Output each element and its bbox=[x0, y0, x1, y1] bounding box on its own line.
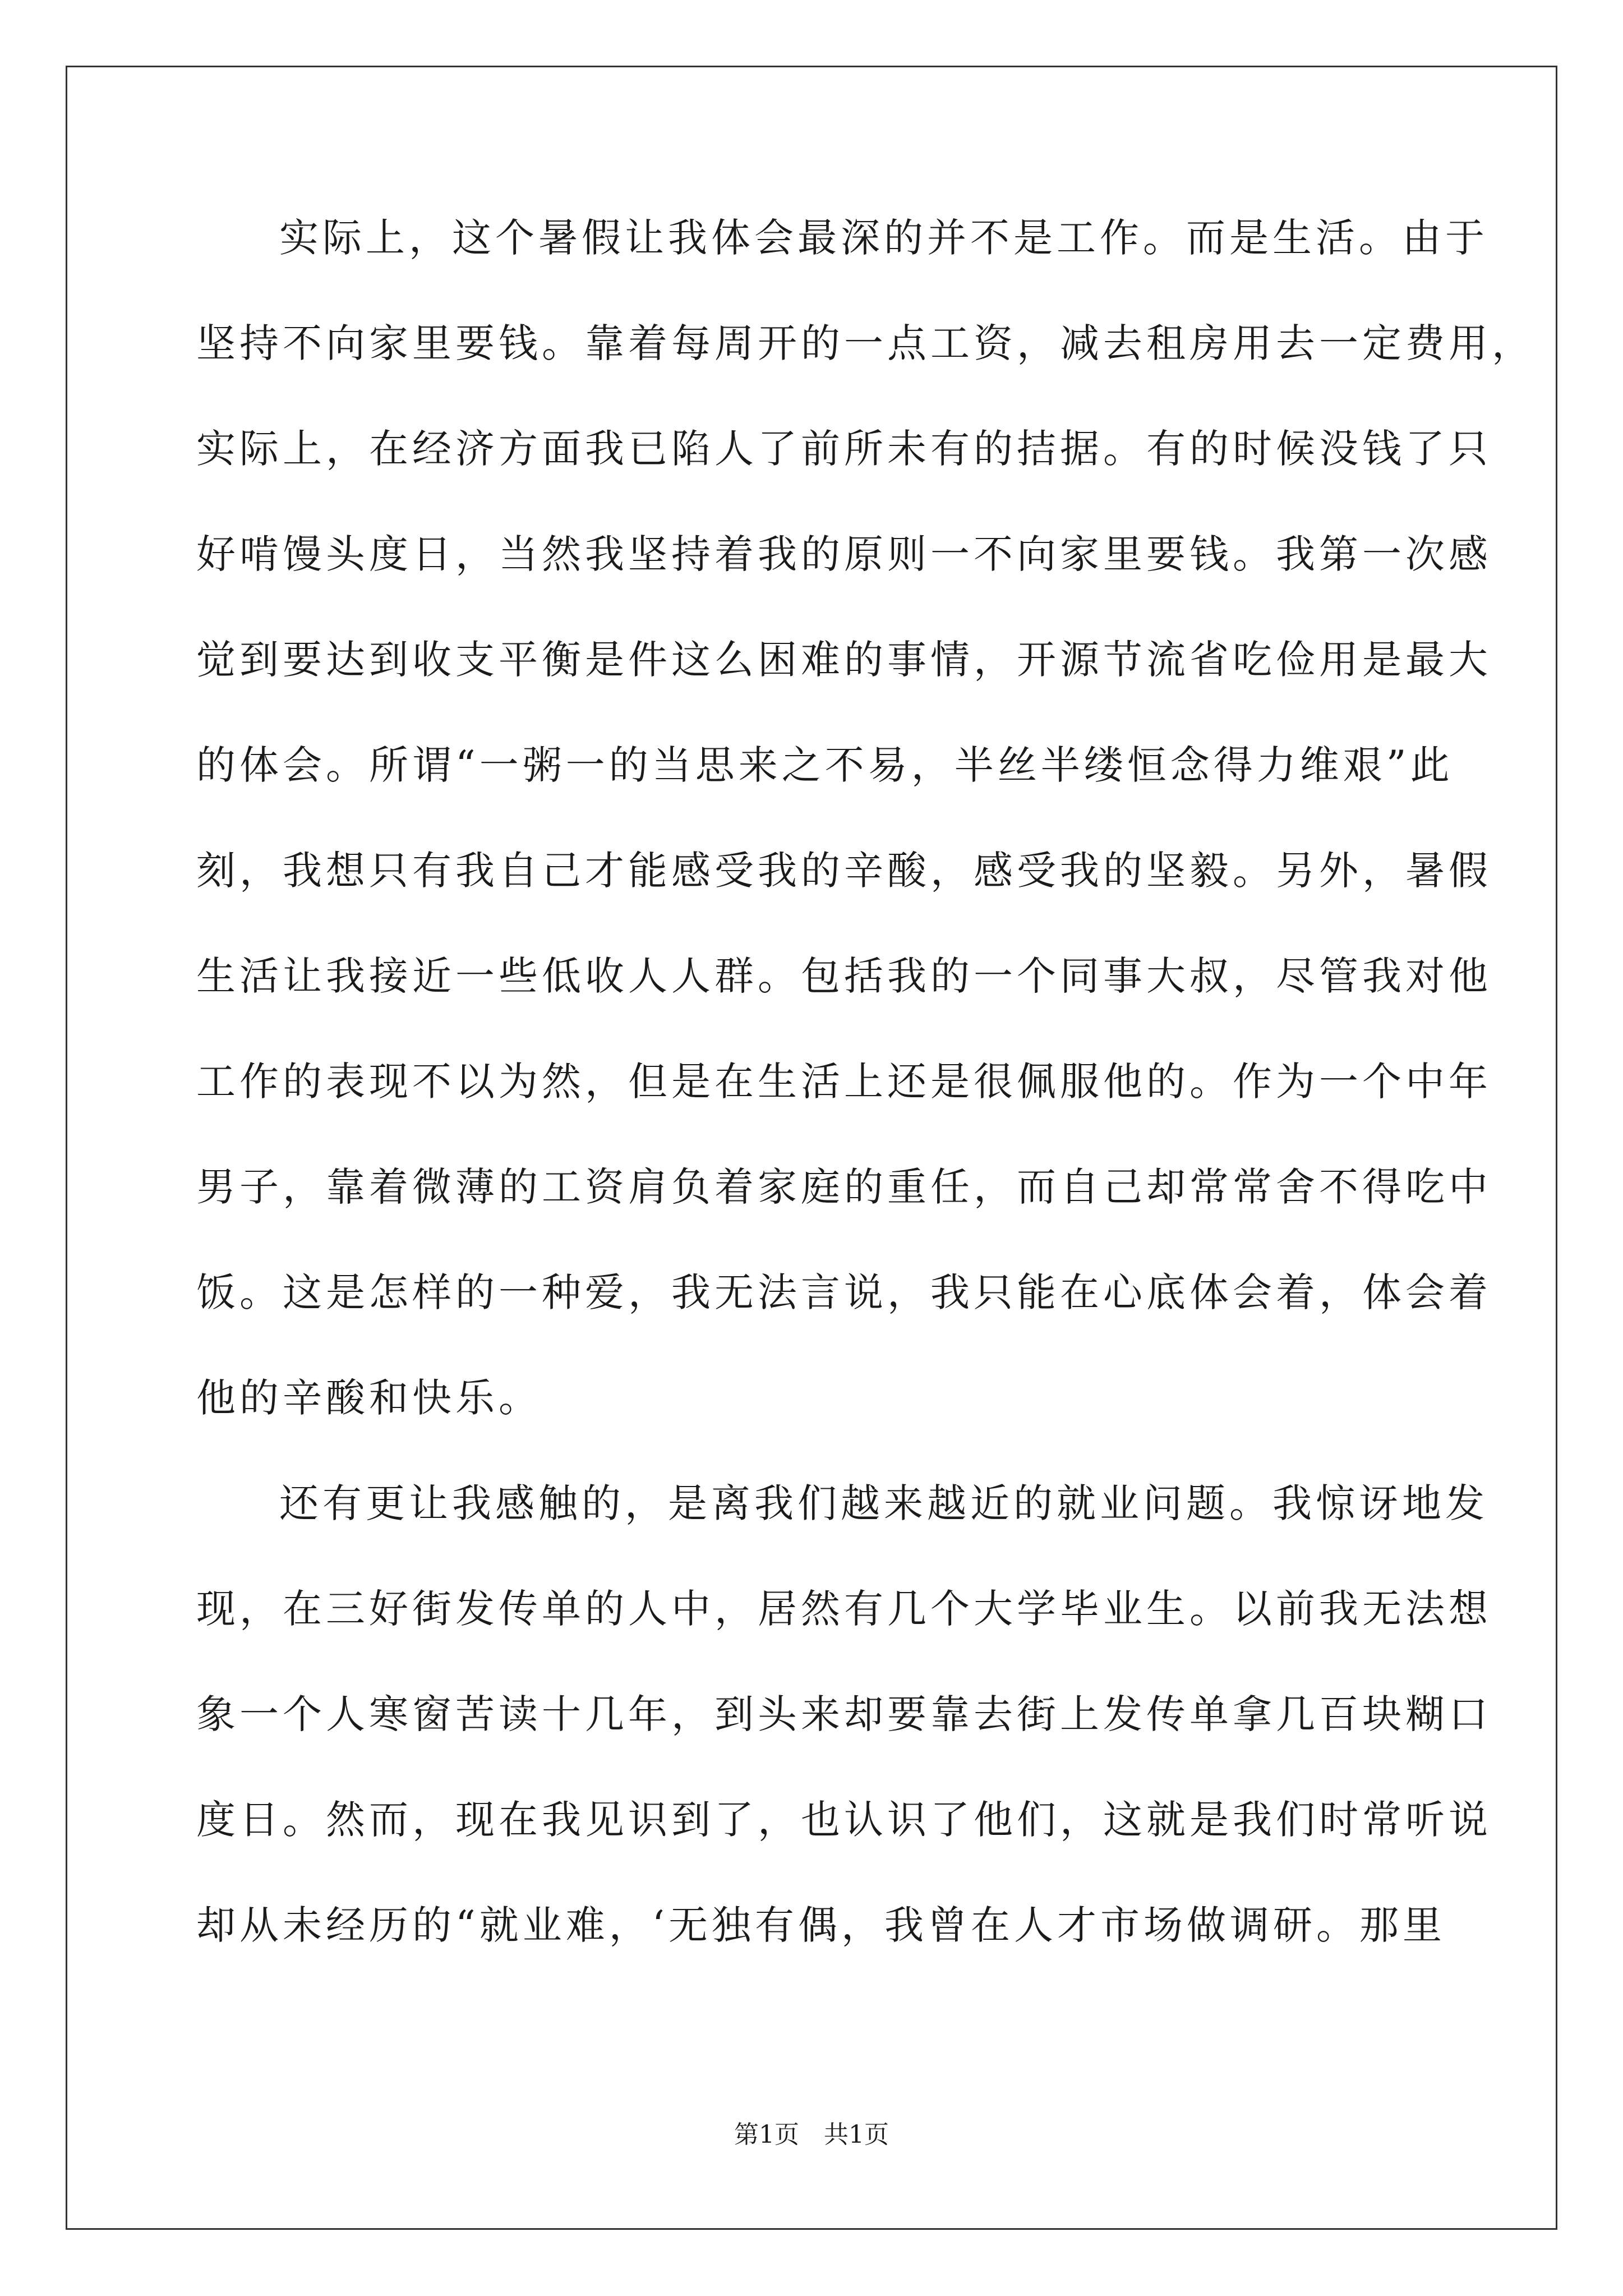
text-line: 男子，靠着微薄的工资肩负着家庭的重任，而自己却常常舍不得吃中 bbox=[196, 1164, 1492, 1210]
text-line: 度日。然而，现在我见识到了，也认识了他们，这就是我们时常听说 bbox=[196, 1797, 1492, 1843]
text-line: 还有更让我感触的，是离我们越来越近的就业问题。我惊讶地发 bbox=[279, 1480, 1488, 1526]
text-line: 工作的表现不以为然，但是在生活上还是很佩服他的。作为一个中年 bbox=[196, 1059, 1492, 1105]
text-line: 坚持不向家里要钱。靠着每周开的一点工资，减去租房用去一定费用， bbox=[196, 320, 1535, 366]
text-line: 刻，我想只有我自己才能感受我的辛酸，感受我的坚毅。另外，暑假 bbox=[196, 848, 1492, 894]
paragraph-2 bbox=[196, 1451, 1492, 1978]
text-line: 饭。这是怎样的一种爱，我无法言说，我只能在心底体会着，体会着 bbox=[196, 1269, 1492, 1315]
text-line: 象一个人寒窗苦读十几年，到头来却要靠去街上发传单拿几百块糊口 bbox=[196, 1691, 1492, 1737]
text-line: 他的辛酸和快乐。 bbox=[196, 1375, 542, 1421]
text-line: 好啃馒头度日，当然我坚持着我的原则一不向家里要钱。我第一次感 bbox=[196, 531, 1492, 577]
text-line: 的体会。所谓“一粥一的当思来之不易，半丝半缕恒念得力维艰”此 bbox=[196, 742, 1454, 788]
text-line: 却从未经历的“就业难，‘无独有偶，我曾在人才市场做调研。那里 bbox=[196, 1902, 1446, 1948]
text-line: 觉到要达到收支平衡是件这么困难的事情，开源节流省吃俭用是最大 bbox=[196, 637, 1492, 683]
text-line: 生活让我接近一些低收人人群。包括我的一个同事大叔，尽管我对他 bbox=[196, 953, 1492, 999]
page-footer: 第1页 共1页 bbox=[734, 2120, 889, 2149]
paragraph-1 bbox=[196, 185, 1535, 1451]
text-line: 实际上，这个暑假让我体会最深的并不是工作。而是生活。由于 bbox=[279, 215, 1488, 261]
text-line: 实际上，在经济方面我已陷人了前所未有的拮据。有的时候没钱了只 bbox=[196, 426, 1492, 472]
text-line: 现，在三好街发传单的人中，居然有几个大学毕业生。以前我无法想 bbox=[196, 1586, 1492, 1632]
document-body bbox=[196, 185, 1535, 1978]
